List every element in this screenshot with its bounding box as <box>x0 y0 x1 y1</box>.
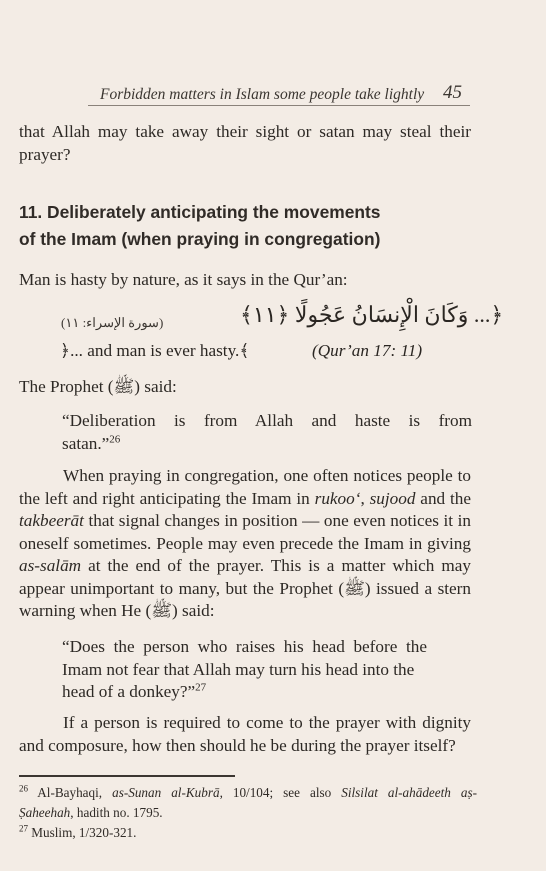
top-paragraph <box>19 121 471 166</box>
hadith2-line3 <box>62 681 472 704</box>
hadith-quote-2 <box>62 636 472 704</box>
page-number: 45 <box>443 82 462 103</box>
hadith2-line1: “Does the person who raises his head before the <box>62 637 427 656</box>
para2-line3 <box>19 510 471 533</box>
footnote-27-number: 27 <box>19 823 28 834</box>
footnote-27-text: Muslim, 1/320-321. <box>28 825 137 840</box>
para2-line2 <box>19 488 471 511</box>
closing-paragraph <box>19 712 471 757</box>
footnote-26-continued <box>19 803 477 823</box>
term-as-salam: as-salām <box>19 556 82 575</box>
para2-line7: warning when He (ﷺ) said: <box>19 601 215 620</box>
footnote-ref-27: 27 <box>195 681 207 694</box>
comma: , <box>360 488 370 508</box>
footnote-26-title-silsilat: Silsilat al-ahādeeth aṣ- <box>341 785 477 800</box>
footnote-26-title-saheehah: Ṣaheehah <box>19 805 71 820</box>
footnote-26-text-c: , 10/104; see also <box>219 785 342 800</box>
arabic-verse: ﴿... وَكَانَ الْإِنسَانُ عَجُولًا ﴿١١﴾ <box>240 302 504 327</box>
term-sujood: sujood <box>369 488 416 508</box>
para2-line1 <box>19 465 471 488</box>
section-heading-line2: of the Imam (when praying in congregation) <box>19 229 381 249</box>
para2-line3-text: that signal changes in position — one even notices it in <box>83 511 471 530</box>
verse-reference: (Qur’an 17: 11) <box>312 341 423 360</box>
para2-line1-text: When praying in congregation, one often notices people to <box>63 466 471 485</box>
hadith2-line3-text: head of a donkey?” <box>62 682 196 701</box>
footnote-26-text-f: , hadith no. 1795. <box>70 805 163 820</box>
para2-line2-text: the left and right anticipating the Imam in <box>19 488 315 508</box>
para2-line4: oneself sometimes. People may even precede the Imam in giving <box>19 533 471 553</box>
page-header <box>0 80 546 106</box>
arabic-surah-reference: (سورة الإسراء: ١١) <box>61 315 164 330</box>
intro-text: Man is hasty by nature, as it says in the Qur’an: <box>19 270 348 289</box>
section-heading <box>19 199 479 253</box>
term-rukoo: rukoo‘ <box>314 488 361 508</box>
footnote-rule <box>19 775 235 777</box>
header-rule <box>88 105 470 106</box>
prophet-said-1: The Prophet (ﷺ) said: <box>19 377 177 396</box>
para2-line5-text: at the end of the prayer. This is a matter which may <box>81 556 471 575</box>
top-paragraph-line2: prayer? <box>19 144 71 164</box>
hadith1-line1: “Deliberation is from Allah and haste is from <box>62 411 472 430</box>
term-takbeerat: takbeerāt <box>19 511 84 530</box>
para3-line1: If a person is required to come to the prayer with dignity <box>63 713 471 732</box>
footnote-26-title-sunan: as-Sunan al-Kubrā <box>112 785 220 800</box>
running-title: Forbidden matters in Islam some people take lightly <box>100 86 425 103</box>
para2-line5 <box>19 555 471 578</box>
hadith1-line2 <box>62 433 472 456</box>
verse-translation: ﴿... and man is ever hasty.﴾ <box>60 341 250 360</box>
footnote-26-text-a: Al-Bayhaqi, <box>28 785 113 800</box>
hadith2-line2: Imam not fear that Allah may turn his head into the <box>62 659 415 679</box>
footnote-26-number: 26 <box>19 783 28 794</box>
section-heading-line1: 11. Deliberately anticipating the movements <box>19 202 381 222</box>
hadith-quote-1 <box>62 410 472 455</box>
para3-line2: and composure, how then should he be during the prayer itself? <box>19 735 456 755</box>
hadith1-line2-text: satan.” <box>62 433 110 453</box>
para2-line6: appear unimportant to many, but the Prophet (ﷺ) issued a stern <box>19 578 471 598</box>
para2-line2-end: and the <box>415 488 471 508</box>
top-paragraph-line1: that Allah may take away their sight or satan may steal their <box>19 122 471 141</box>
paragraph-congregation <box>19 465 471 623</box>
footnote-27 <box>19 823 477 843</box>
footnotes <box>19 783 477 843</box>
footnote-26 <box>19 783 477 803</box>
footnote-ref-26: 26 <box>109 432 121 445</box>
